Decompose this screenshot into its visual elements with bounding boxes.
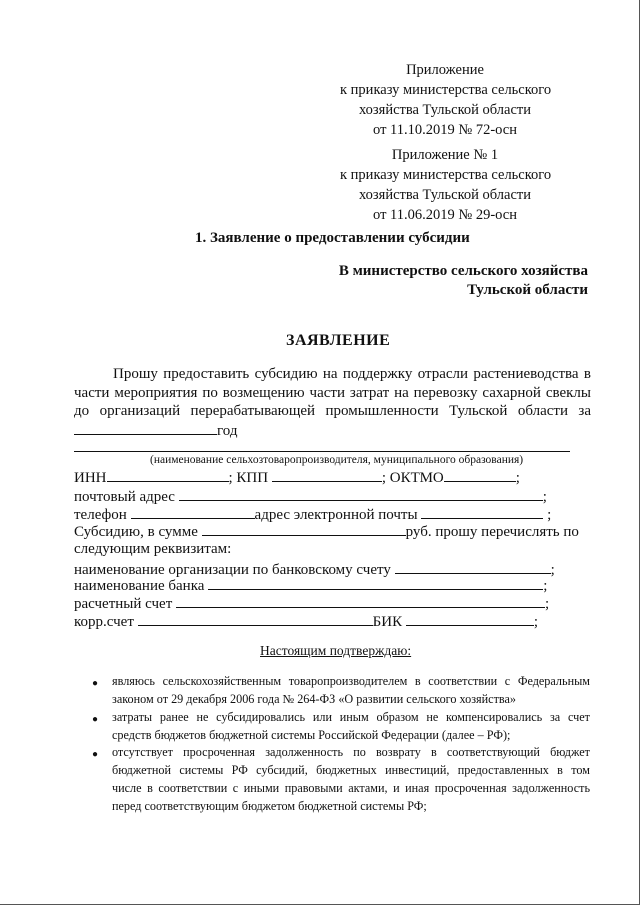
body-line-1: Прошу предоставить субсидию на поддержку отрасли растениеводства в	[113, 366, 591, 382]
bank-org-field[interactable]	[395, 560, 551, 574]
requisites-label: следующим реквизитам:	[74, 541, 232, 557]
confirmation-item	[112, 708, 590, 744]
oktmo-field[interactable]	[444, 468, 516, 482]
body-line-3: до организаций перерабатывающей промышленности Тульской области за	[74, 403, 591, 419]
postal-label: почтовый адрес	[74, 489, 175, 505]
bank-name-line	[74, 576, 547, 595]
phone-label: телефон	[74, 507, 127, 523]
confirmation-line: затраты ранее не субсидировались или иным образом не компенсировались за счет	[112, 710, 590, 724]
confirmation-line: законом от 29 декабря 2006 года № 264-ФЗ «О развитии сельского хозяйства»	[112, 692, 517, 706]
kpp-field[interactable]	[272, 468, 382, 482]
confirmation-line: средств бюджетов бюджетной системы Российской Федерации (далее – РФ);	[112, 728, 511, 742]
year-field[interactable]	[74, 421, 217, 435]
applicant-name-caption: (наименование сельхозтоваропроизводителя, муниципального образования)	[150, 454, 524, 466]
confirmation-title: Настоящим подтверждаю:	[260, 643, 412, 658]
confirmation-line: перед соответствующим бюджетом бюджетной системы РФ;	[112, 799, 427, 813]
addressee-line: В министерство сельского хозяйства	[338, 263, 588, 279]
confirmation-line: являюсь сельскохозяйственным товаропроизводителем в соответствии с Федеральным	[112, 674, 590, 688]
account-label: расчетный счет	[74, 596, 173, 612]
header-line: Приложение № 1	[391, 147, 499, 163]
header-line: Приложение	[406, 62, 484, 78]
bik-label: БИК	[372, 614, 403, 630]
addressee	[300, 262, 588, 300]
header-line: от 11.10.2019 № 72-осн	[373, 122, 517, 138]
phone-field[interactable]	[131, 505, 255, 519]
corr-bik-line	[74, 612, 538, 631]
email-field[interactable]	[421, 505, 543, 519]
bik-field[interactable]	[406, 612, 534, 626]
bank-name-label: наименование банка	[74, 578, 205, 594]
header-line: от 11.06.2019 № 29-осн	[373, 207, 517, 223]
inn-kpp-oktmo-line	[74, 468, 520, 487]
body-line-2: части мероприятия по возмещению части затрат на перевозку сахарной свеклы	[74, 385, 591, 401]
subsidy-label: Субсидию, в сумме	[74, 524, 198, 540]
year-line	[74, 421, 237, 440]
postal-field[interactable]	[179, 487, 543, 501]
account-semicolon: ;	[545, 596, 550, 612]
inn-label: ИНН	[74, 470, 107, 486]
bank-org-label: наименование организации по банковскому счету	[74, 562, 391, 578]
addressee-line: Тульской области	[467, 282, 588, 298]
bank-name-field[interactable]	[208, 576, 543, 590]
confirmation-line: числе в соответствии с иными правовыми актами, и иная просроченная задолженность	[112, 781, 590, 795]
section-title: 1. Заявление о предоставлении субсидии	[195, 230, 470, 246]
document-title: ЗАЯВЛЕНИЕ	[286, 332, 391, 349]
header-line: хозяйства Тульской области	[358, 102, 532, 118]
confirmation-item	[112, 743, 590, 815]
header-line: к приказу министерства сельского	[340, 82, 552, 98]
confirmation-line: бюджетной системы РФ субсидий, бюджетных инвестиций, предоставленных в том	[112, 763, 590, 777]
email-semicolon: ;	[547, 507, 552, 523]
confirmation-item	[112, 672, 590, 708]
applicant-name-field[interactable]	[74, 451, 570, 452]
postal-line	[74, 487, 547, 506]
bullet-marker: ●	[92, 678, 99, 689]
header-line: к приказу министерства сельского	[340, 167, 552, 183]
kpp-label: ; КПП	[228, 470, 269, 486]
bank-name-semicolon: ;	[543, 578, 548, 594]
corr-label: корр.счет	[74, 614, 134, 630]
subsidy-line	[74, 522, 579, 541]
oktmo-semicolon: ;	[515, 470, 520, 486]
bullet-marker: ●	[92, 714, 99, 725]
account-field[interactable]	[176, 594, 545, 608]
bank-org-semicolon: ;	[550, 562, 555, 578]
bullet-marker: ●	[92, 749, 99, 760]
account-line	[74, 594, 549, 613]
subsidy-amount-field[interactable]	[202, 522, 406, 536]
postal-semicolon: ;	[542, 489, 547, 505]
appendix-header-current	[340, 60, 550, 140]
corr-account-field[interactable]	[138, 612, 373, 626]
header-line: хозяйства Тульской области	[358, 187, 532, 203]
email-label: адрес электронной почты	[254, 507, 418, 523]
confirmation-line: отсутствует просроченная задолженность по возврату в соответствующий бюджет	[112, 745, 590, 759]
inn-field[interactable]	[107, 468, 229, 482]
appendix-header-original	[340, 145, 550, 225]
bik-semicolon: ;	[533, 614, 539, 630]
oktmo-label: ; ОКТМО	[381, 470, 444, 486]
rub-label: руб. прошу перечислять по	[405, 524, 579, 540]
year-label: год	[217, 423, 238, 439]
